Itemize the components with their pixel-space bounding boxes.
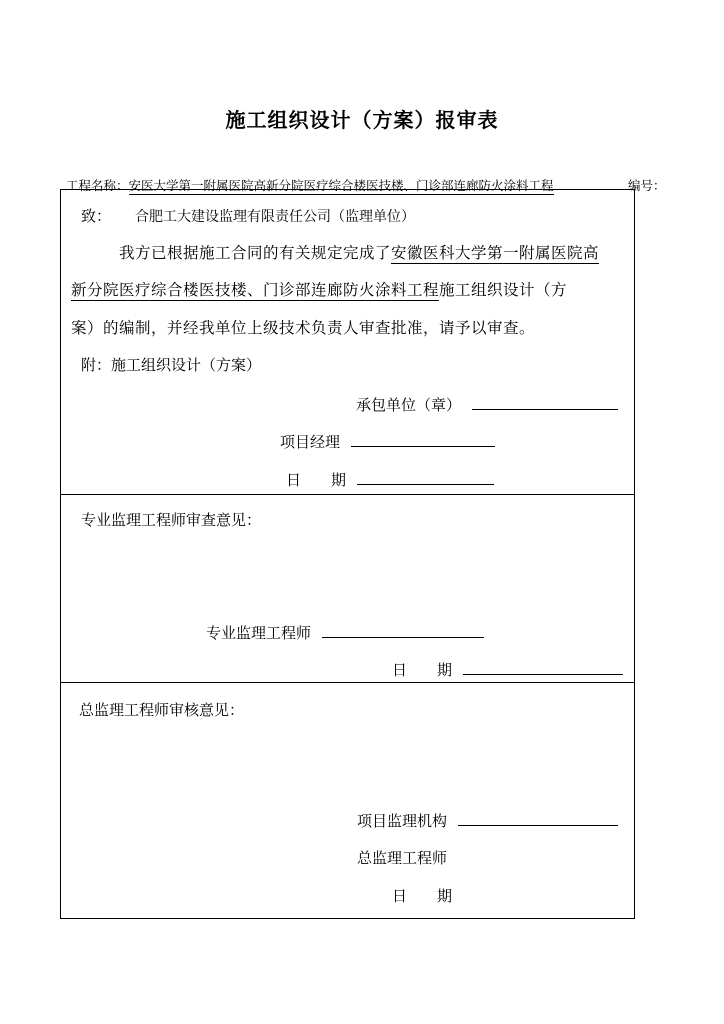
chief-review-heading: 总监理工程师审核意见： [79,701,245,719]
paragraph-line-1: 我方已根据施工合同的有关规定完成了安徽医科大学第一附属医院高 [119,244,600,262]
to-label: 致： [81,207,112,225]
paragraph-line-2: 新分院医疗综合楼医技楼、门诊部连廊防火涂料工程施工组织设计（方 [71,281,568,299]
to-value: 合肥工大建设监理有限责任公司（监理单位） [135,209,415,225]
paragraph-line-3: 案）的编制，并经我单位上级技术负责人审查批准，请予以审查。 [71,319,536,337]
submission-date-line: 日 期 [286,469,494,490]
divider-1 [61,494,634,495]
specialist-engineer-blank[interactable] [322,636,484,638]
form-table [60,189,635,919]
specialist-date-line: 日 期 [392,659,623,680]
manager-blank[interactable] [351,445,495,447]
contractor-signature-line: 承包单位（章） [356,394,618,415]
specialist-date-blank[interactable] [463,673,623,675]
submission-date-blank[interactable] [357,483,494,485]
chief-date-label: 日 期 [392,887,453,905]
supervision-org-line: 项目监理机构 [357,810,618,831]
chief-engineer-label: 总监理工程师 [357,849,448,867]
project-name-underlined: 安徽医科大学第一附属医院高 [391,244,600,262]
project-label: 工程名称： [66,178,129,193]
manager-signature-line: 项目经理 [280,431,495,452]
supervision-org-blank[interactable] [458,824,618,826]
attachment-line: 附：施工组织设计（方案） [81,356,262,374]
specialist-engineer-line: 专业监理工程师 [206,622,484,643]
form-title: 施工组织设计（方案）报审表 [225,108,499,132]
contractor-blank[interactable] [472,408,618,410]
project-name: 安医大学第一附属医院高新分院医疗综合楼医技楼、门诊部连廊防火涂料工程 [128,178,554,193]
divider-2 [61,682,634,683]
specialist-review-heading: 专业监理工程师审查意见： [81,511,262,529]
code-label: 编号： [628,178,666,193]
